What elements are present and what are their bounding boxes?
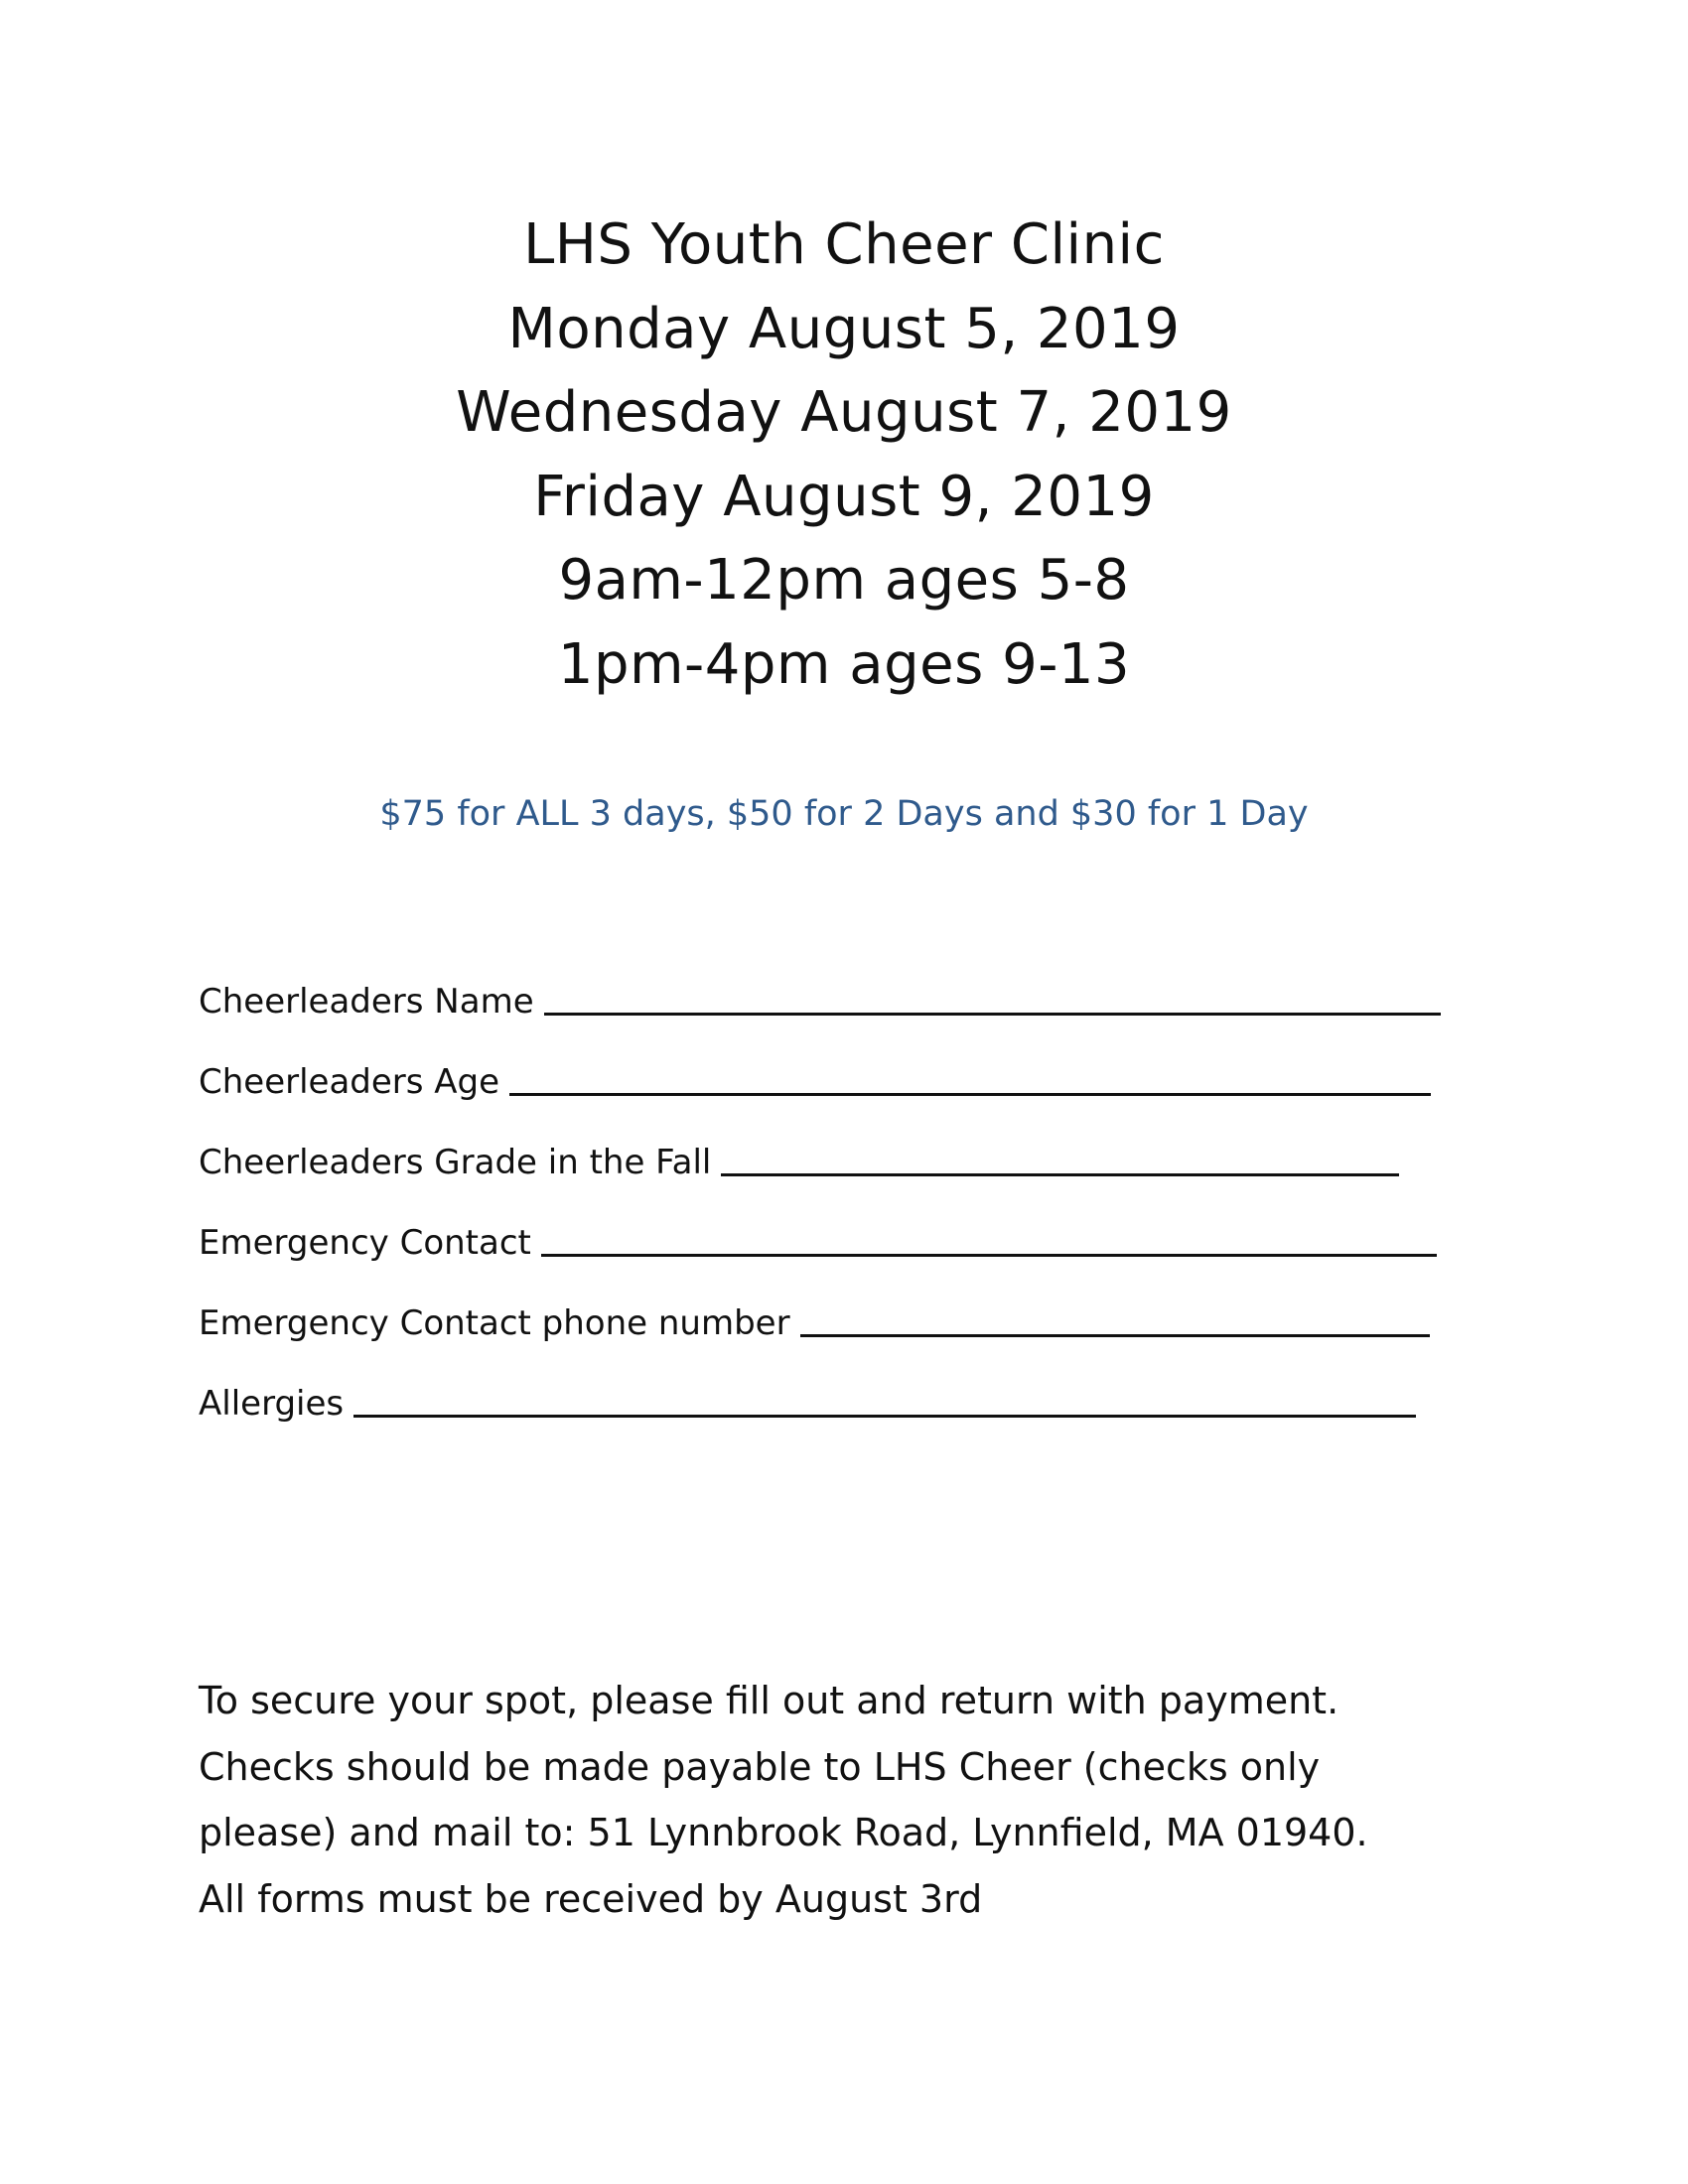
fill-in-line[interactable]: [544, 1013, 1441, 1016]
session-younger-ages: 9am-12pm ages 5-8: [558, 548, 1130, 613]
field-label: Allergies: [199, 1384, 345, 1424]
registration-form: [199, 945, 1489, 1428]
field-cheerleader-grade[interactable]: [199, 1106, 1489, 1186]
fill-in-line[interactable]: [509, 1093, 1431, 1096]
instruction-line: Checks should be made payable to LHS Cheer (checks only: [199, 1744, 1321, 1789]
fill-in-line[interactable]: [800, 1334, 1430, 1337]
field-emergency-contact[interactable]: [199, 1186, 1489, 1267]
pricing-info: $75 for ALL 3 days, $50 for 2 Days and $30 for 1 Day: [379, 794, 1309, 834]
field-label: Cheerleaders Name: [199, 982, 534, 1022]
payment-instructions: [199, 1668, 1489, 1932]
instruction-line: please) and mail to: 51 Lynnbrook Road, Lynnfield, MA 01940.: [199, 1811, 1368, 1854]
clinic-date-monday: Monday August 5, 2019: [507, 296, 1181, 361]
instruction-line: To secure your spot, please fill out and return with payment.: [199, 1679, 1339, 1722]
clinic-header: [0, 204, 1688, 707]
clinic-date-friday: Friday August 9, 2019: [533, 464, 1155, 529]
fill-in-line[interactable]: [353, 1415, 1416, 1418]
fill-in-line[interactable]: [541, 1254, 1437, 1257]
field-emergency-phone[interactable]: [199, 1267, 1489, 1347]
field-cheerleader-name[interactable]: [199, 945, 1489, 1025]
field-label: Cheerleaders Age: [199, 1062, 500, 1102]
field-allergies[interactable]: [199, 1347, 1489, 1428]
instruction-line: All forms must be received by August 3rd: [199, 1876, 983, 1921]
field-cheerleader-age[interactable]: [199, 1025, 1489, 1106]
field-label: Cheerleaders Grade in the Fall: [199, 1143, 712, 1182]
field-label: Emergency Contact: [199, 1223, 531, 1263]
clinic-title: LHS Youth Cheer Clinic: [523, 212, 1165, 277]
clinic-date-wednesday: Wednesday August 7, 2019: [456, 380, 1232, 445]
field-label: Emergency Contact phone number: [199, 1303, 790, 1343]
fill-in-line[interactable]: [721, 1173, 1399, 1176]
session-older-ages: 1pm-4pm ages 9-13: [557, 631, 1131, 697]
